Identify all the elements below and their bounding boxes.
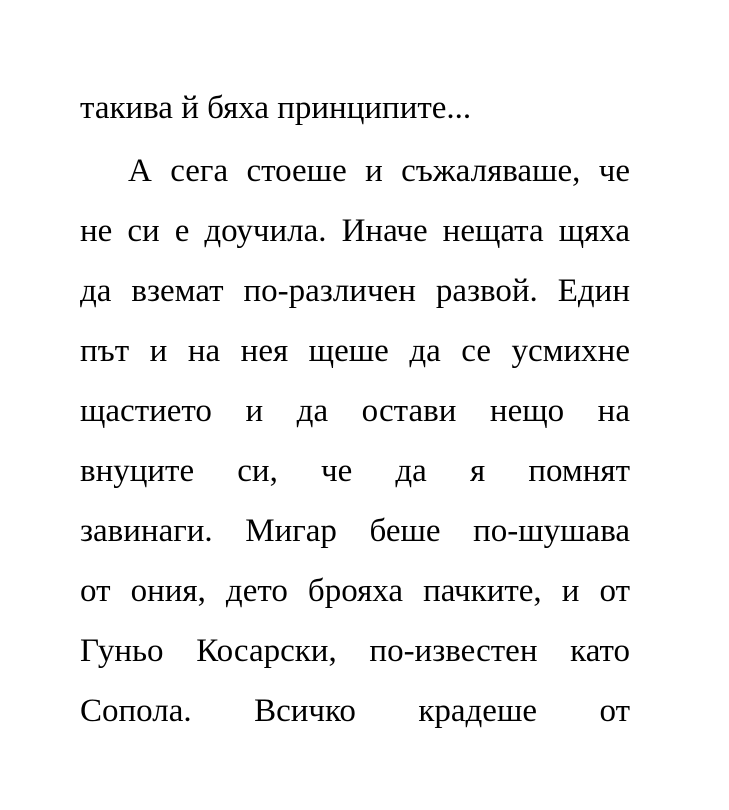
text-line-11: Сопола. Всичко крадеше от — [80, 693, 630, 729]
text-line-10: Гуньо Косарски, по-известен като — [80, 633, 630, 669]
text-line-5: път и на нея щеше да се усмихне — [80, 333, 630, 369]
text-line-4: да вземат по-различен развой. Един — [80, 273, 630, 309]
text-line-7: внуците си, че да я помнят — [80, 453, 630, 489]
text-line-3: не си е доучила. Иначе нещата щяха — [80, 213, 630, 249]
text-line-8: завинаги. Мигар беше по-шушава — [80, 513, 630, 549]
text-line-1: такива й бяха принципите... — [80, 90, 472, 126]
document-page — [80, 86, 630, 749]
text-line-2: А сега стоеше и съжаляваше, че — [128, 153, 630, 189]
text-line-9: от ония, дето брояха пачките, и от — [80, 573, 630, 609]
text-line-6: щастието и да остави нещо на — [80, 393, 630, 429]
